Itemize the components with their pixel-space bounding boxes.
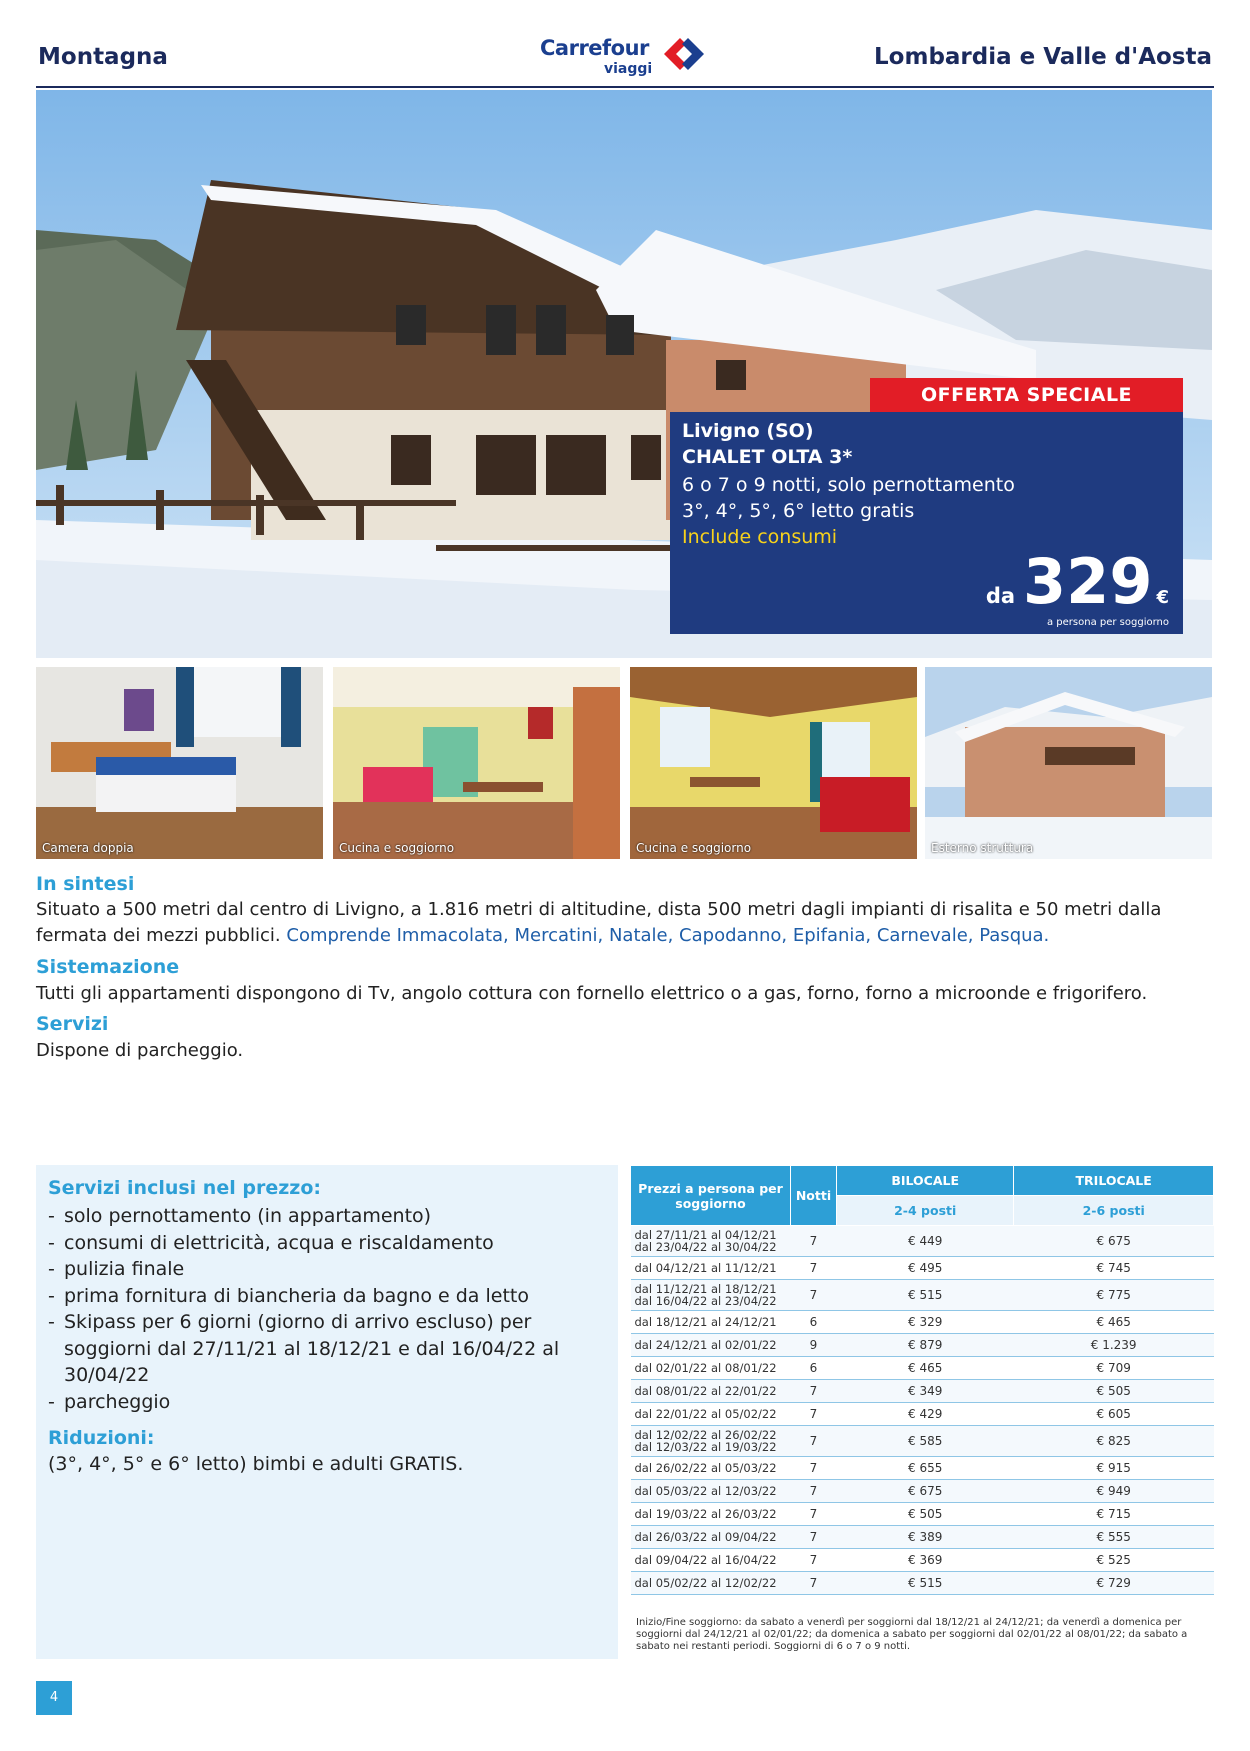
reductions-title: Riduzioni: bbox=[48, 1427, 155, 1449]
table-row bbox=[631, 1457, 1214, 1480]
thumb-kitchen-2 bbox=[630, 667, 917, 859]
row-trilocale-price: € 715 bbox=[1014, 1503, 1214, 1526]
logo-word: Carrefour bbox=[540, 36, 649, 60]
offer-location: Livigno (SO) bbox=[682, 420, 814, 442]
price-table-body bbox=[631, 1226, 1214, 1595]
thumb-exterior bbox=[925, 667, 1212, 859]
row-trilocale-price: € 745 bbox=[1014, 1257, 1214, 1280]
col-bilocale: BILOCALE bbox=[837, 1166, 1014, 1196]
row-nights: 7 bbox=[791, 1572, 837, 1595]
sintesi-text bbox=[36, 897, 1214, 949]
row-bilocale-price: € 505 bbox=[837, 1503, 1014, 1526]
offer-beds: 3°, 4°, 5°, 6° letto gratis bbox=[682, 500, 915, 522]
period-line: dal 05/03/22 al 12/03/22 bbox=[634, 1483, 777, 1498]
table-note: Inizio/Fine soggiorno: da sabato a venerdì per soggiorni dal 18/12/21 al 24/12/21; da venerdì a domenica per soggiorni dal 24/12/21 al 02/01/22; da domenica a sabato per soggiorni dal 02/01/22 al 08/01/22; da sabato a sabato nei restanti periodi. Soggiorni di 6 o 7 o 9 notti. bbox=[636, 1617, 1188, 1652]
thumb-caption: Esterno struttura bbox=[931, 841, 1034, 855]
row-bilocale-price: € 329 bbox=[837, 1311, 1014, 1334]
row-trilocale-price: € 1.239 bbox=[1014, 1334, 1214, 1357]
price-value: 329 bbox=[1023, 545, 1153, 618]
row-bilocale-price: € 655 bbox=[837, 1457, 1014, 1480]
sintesi-title: In sintesi bbox=[36, 873, 135, 895]
table-row bbox=[631, 1480, 1214, 1503]
price-table bbox=[630, 1165, 1214, 1595]
period-line: dal 19/03/22 al 26/03/22 bbox=[634, 1506, 777, 1521]
row-bilocale-price: € 585 bbox=[837, 1426, 1014, 1457]
offer-price bbox=[985, 545, 1169, 618]
period-line: dal 09/04/22 al 16/04/22 bbox=[634, 1552, 777, 1567]
table-row bbox=[631, 1280, 1214, 1311]
row-period bbox=[631, 1480, 791, 1503]
row-nights: 7 bbox=[791, 1503, 837, 1526]
sintesi-body: Situato a 500 metri dal centro di Livigno, a 1.816 metri di altitudine, dista 500 metri dagli impianti di risalita e 50 metri dalla fermata dei mezzi pubblici. bbox=[36, 899, 1162, 946]
row-bilocale-price: € 879 bbox=[837, 1334, 1014, 1357]
price-currency: € bbox=[1156, 587, 1169, 608]
offer-includes: Include consumi bbox=[682, 526, 838, 548]
period-line: dal 04/12/21 al 11/12/21 bbox=[634, 1260, 777, 1275]
reductions-text: (3°, 4°, 5° e 6° letto) bimbi e adulti GRATIS. bbox=[48, 1453, 464, 1475]
carrefour-logo bbox=[540, 34, 720, 82]
row-period bbox=[631, 1357, 791, 1380]
period-line: dal 08/01/22 al 22/01/22 bbox=[634, 1383, 777, 1398]
row-period bbox=[631, 1334, 791, 1357]
row-bilocale-price: € 495 bbox=[837, 1257, 1014, 1280]
thumb-kitchen-1 bbox=[333, 667, 620, 859]
table-row bbox=[631, 1526, 1214, 1549]
period-line: dal 05/02/22 al 12/02/22 bbox=[634, 1575, 777, 1590]
row-nights: 7 bbox=[791, 1403, 837, 1426]
section-label: Montagna bbox=[38, 44, 168, 70]
price-note: a persona per soggiorno bbox=[1047, 617, 1169, 628]
included-services-box bbox=[36, 1165, 618, 1659]
row-period bbox=[631, 1526, 791, 1549]
row-bilocale-price: € 515 bbox=[837, 1280, 1014, 1311]
row-period bbox=[631, 1280, 791, 1311]
sistemazione-title: Sistemazione bbox=[36, 956, 180, 978]
row-bilocale-price: € 369 bbox=[837, 1549, 1014, 1572]
row-trilocale-price: € 949 bbox=[1014, 1480, 1214, 1503]
row-trilocale-price: € 709 bbox=[1014, 1357, 1214, 1380]
offer-tag: OFFERTA SPECIALE bbox=[870, 378, 1183, 412]
thumb-caption: Camera doppia bbox=[42, 841, 134, 855]
table-row bbox=[631, 1503, 1214, 1526]
table-row bbox=[631, 1380, 1214, 1403]
period-line: dal 24/12/21 al 02/01/22 bbox=[634, 1337, 777, 1352]
table-row bbox=[631, 1403, 1214, 1426]
row-nights: 7 bbox=[791, 1280, 837, 1311]
servizi-text: Dispone di parcheggio. bbox=[36, 1040, 244, 1061]
table-row bbox=[631, 1226, 1214, 1257]
photo-gallery bbox=[36, 667, 1212, 859]
row-trilocale-price: € 675 bbox=[1014, 1226, 1214, 1257]
row-bilocale-price: € 515 bbox=[837, 1572, 1014, 1595]
row-nights: 6 bbox=[791, 1311, 837, 1334]
row-nights: 9 bbox=[791, 1334, 837, 1357]
table-row bbox=[631, 1426, 1214, 1457]
table-row bbox=[631, 1257, 1214, 1280]
row-bilocale-price: € 465 bbox=[837, 1357, 1014, 1380]
period-line: dal 12/02/22 al 26/02/22 bbox=[634, 1427, 777, 1442]
list-item: - pulizia finale bbox=[48, 1256, 606, 1283]
table-row bbox=[631, 1311, 1214, 1334]
sintesi-highlight: Comprende Immacolata, Mercatini, Natale, Capodanno, Epifania, Carnevale, Pasqua. bbox=[286, 925, 1050, 946]
row-bilocale-price: € 675 bbox=[837, 1480, 1014, 1503]
row-trilocale-price: € 525 bbox=[1014, 1549, 1214, 1572]
region-label: Lombardia e Valle d'Aosta bbox=[874, 44, 1212, 70]
period-line: dal 26/02/22 al 05/03/22 bbox=[634, 1460, 777, 1475]
row-trilocale-price: € 555 bbox=[1014, 1526, 1214, 1549]
row-trilocale-price: € 729 bbox=[1014, 1572, 1214, 1595]
list-item: - consumi di elettricità, acqua e riscaldamento bbox=[48, 1230, 606, 1257]
included-list bbox=[48, 1203, 606, 1415]
row-trilocale-price: € 825 bbox=[1014, 1426, 1214, 1457]
row-nights: 7 bbox=[791, 1457, 837, 1480]
row-period bbox=[631, 1380, 791, 1403]
row-nights: 7 bbox=[791, 1380, 837, 1403]
row-period bbox=[631, 1549, 791, 1572]
page-header bbox=[0, 0, 1250, 90]
period-line: dal 12/03/22 al 19/03/22 bbox=[634, 1440, 777, 1454]
row-trilocale-price: € 775 bbox=[1014, 1280, 1214, 1311]
row-period bbox=[631, 1226, 791, 1257]
col-period: Prezzi a persona per soggiorno bbox=[631, 1166, 791, 1226]
row-period bbox=[631, 1503, 791, 1526]
row-nights: 7 bbox=[791, 1526, 837, 1549]
period-line: dal 27/11/21 al 04/12/21 bbox=[634, 1227, 777, 1242]
row-nights: 6 bbox=[791, 1357, 837, 1380]
row-period bbox=[631, 1257, 791, 1280]
list-item: - solo pernottamento (in appartamento) bbox=[48, 1203, 606, 1230]
offer-nights: 6 o 7 o 9 notti, solo pernottamento bbox=[682, 474, 1015, 496]
row-nights: 7 bbox=[791, 1426, 837, 1457]
row-nights: 7 bbox=[791, 1480, 837, 1503]
col-trilocale: TRILOCALE bbox=[1014, 1166, 1214, 1196]
col-nights: Notti bbox=[791, 1166, 837, 1226]
period-line: dal 23/04/22 al 30/04/22 bbox=[634, 1240, 777, 1254]
col-bilocale-sub: 2-4 posti bbox=[837, 1196, 1014, 1226]
col-trilocale-sub: 2-6 posti bbox=[1014, 1196, 1214, 1226]
row-nights: 7 bbox=[791, 1226, 837, 1257]
row-bilocale-price: € 349 bbox=[837, 1380, 1014, 1403]
period-line: dal 11/12/21 al 18/12/21 bbox=[634, 1281, 777, 1296]
list-item: - parcheggio bbox=[48, 1389, 606, 1416]
row-trilocale-price: € 505 bbox=[1014, 1380, 1214, 1403]
period-line: dal 22/01/22 al 05/02/22 bbox=[634, 1406, 777, 1421]
list-item: - prima fornitura di biancheria da bagno e da letto bbox=[48, 1283, 606, 1310]
row-period bbox=[631, 1572, 791, 1595]
row-bilocale-price: € 449 bbox=[837, 1226, 1014, 1257]
header-divider bbox=[36, 86, 1214, 88]
table-row bbox=[631, 1357, 1214, 1380]
page-number: 4 bbox=[36, 1681, 72, 1715]
period-line: dal 26/03/22 al 09/04/22 bbox=[634, 1529, 777, 1544]
row-period bbox=[631, 1457, 791, 1480]
table-row bbox=[631, 1572, 1214, 1595]
period-line: dal 02/01/22 al 08/01/22 bbox=[634, 1360, 777, 1375]
row-bilocale-price: € 389 bbox=[837, 1526, 1014, 1549]
sistemazione-text: Tutti gli appartamenti dispongono di Tv, angolo cottura con fornello elettrico o a gas, forno, forno a microonde e frigorifero. bbox=[36, 983, 1148, 1004]
list-item: - Skipass per 6 giorni (giorno di arrivo escluso) per soggiorni dal 27/11/21 al 18/12/21 e dal 16/04/22 al 30/04/22 bbox=[48, 1309, 606, 1389]
servizi-title: Servizi bbox=[36, 1013, 109, 1035]
thumb-caption: Cucina e soggiorno bbox=[636, 841, 752, 855]
table-row bbox=[631, 1549, 1214, 1572]
offer-box bbox=[670, 412, 1183, 634]
row-bilocale-price: € 429 bbox=[837, 1403, 1014, 1426]
offer-hotel-name: CHALET OLTA 3* bbox=[682, 446, 853, 468]
row-period bbox=[631, 1426, 791, 1457]
row-nights: 7 bbox=[791, 1257, 837, 1280]
period-line: dal 16/04/22 al 23/04/22 bbox=[634, 1294, 777, 1308]
carrefour-mark-icon bbox=[658, 34, 710, 74]
logo-sub: viaggi bbox=[604, 61, 653, 77]
table-row bbox=[631, 1334, 1214, 1357]
thumb-caption: Cucina e soggiorno bbox=[339, 841, 455, 855]
row-period bbox=[631, 1403, 791, 1426]
row-nights: 7 bbox=[791, 1549, 837, 1572]
row-trilocale-price: € 465 bbox=[1014, 1311, 1214, 1334]
period-line: dal 18/12/21 al 24/12/21 bbox=[634, 1314, 777, 1329]
row-trilocale-price: € 915 bbox=[1014, 1457, 1214, 1480]
included-title: Servizi inclusi nel prezzo: bbox=[48, 1177, 321, 1199]
price-prefix: da bbox=[985, 584, 1016, 608]
thumb-bedroom bbox=[36, 667, 323, 859]
row-period bbox=[631, 1311, 791, 1334]
row-trilocale-price: € 605 bbox=[1014, 1403, 1214, 1426]
